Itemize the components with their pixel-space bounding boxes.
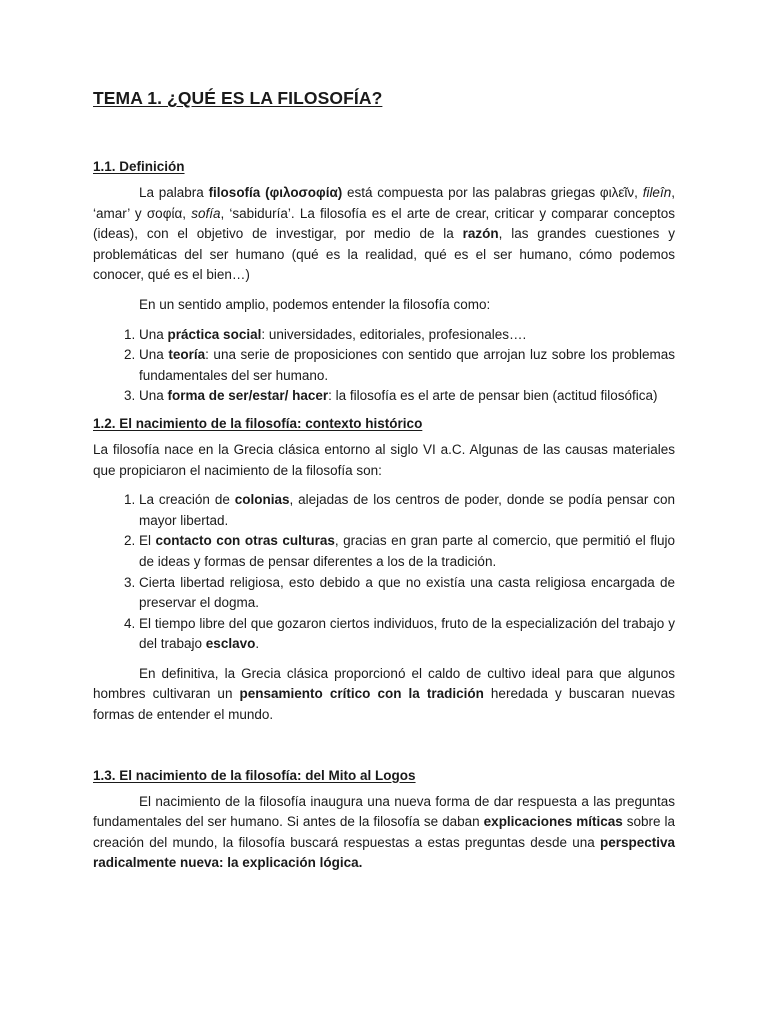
paragraph-definicion: La palabra filosofía (φιλοσοφία) está compuesta por las palabras griegas φιλεῖν, fileîn, ‘amar’ y σοφία, sofía, ‘sabiduría’. La filosofía es el arte de crear, criticar y comparar conceptos (ideas), con el objetivo de investigar, por medio de la razón, las grandes cuestiones y problemáticas del ser humano (qué es la realidad, qué es el ser humano, cómo podemos conocer, qué es el bien…) — [93, 185, 676, 283]
paragraph-mito-logos: El nacimiento de la filosofía inaugura una nueva forma de dar respuesta a las preguntas fundamentales del ser humano. Si antes de la filosofía se daban explicaciones míticas sobre la creación del mundo, la filosofía buscará respuestas a estas preguntas desde una perspectiva radicalmente nueva: la explicación lógica. — [93, 793, 676, 871]
page-title: TEMA 1. ¿QUÉ ES LA FILOSOFÍA? — [93, 88, 383, 108]
list-item: 3. Una forma de ser/estar/ hacer: la filosofía es el arte de pensar bien (actitud filosófica) — [139, 386, 675, 407]
section-heading-contexto-historico: 1.2. El nacimiento de la filosofía: contexto histórico — [93, 415, 423, 431]
list-item: 1. Una práctica social: universidades, editoriales, profesionales…. — [139, 325, 675, 346]
list-item: 2. El contacto con otras culturas, gracias en gran parte al comercio, que permitió el flujo de ideas y formas de pensar diferentes a los de la tradición. — [139, 531, 675, 572]
list-filosofia-como — [93, 325, 675, 407]
section-spacer — [93, 735, 675, 768]
section-heading-definicion: 1.1. Definición — [93, 159, 185, 174]
list-item: 4. El tiempo libre del que gozaron ciertos individuos, fruto de la especialización del trabajo y del trabajo esclavo. — [139, 614, 675, 655]
paragraph-sentido-amplio: En un sentido amplio, podemos entender la filosofía como: — [139, 296, 491, 312]
paragraph-grecia-clasica: La filosofía nace en la Grecia clásica entorno al siglo VI a.C. Algunas de las causas materiales que propiciaron el nacimiento de la filosofía son: — [93, 441, 675, 478]
list-causas-materiales — [93, 490, 675, 655]
list-item: 3. Cierta libertad religiosa, esto debido a que no existía una casta religiosa encargada de preservar el dogma. — [139, 573, 675, 614]
list-item: 2. Una teoría: una serie de proposiciones con sentido que arrojan luz sobre los problemas fundamentales del ser humano. — [139, 345, 675, 386]
paragraph-en-definitiva: En definitiva, la Grecia clásica proporcionó el caldo de cultivo ideal para que algunos hombres cultivaran un pensamiento crítico con la tradición heredada y buscaran nuevas formas de entender el mundo. — [93, 665, 675, 723]
list-item: 1. La creación de colonias, alejadas de los centros de poder, donde se podía pensar con mayor libertad. — [139, 490, 675, 531]
section-heading-mito-logos: 1.3. El nacimiento de la filosofía: del Mito al Logos — [93, 767, 416, 783]
